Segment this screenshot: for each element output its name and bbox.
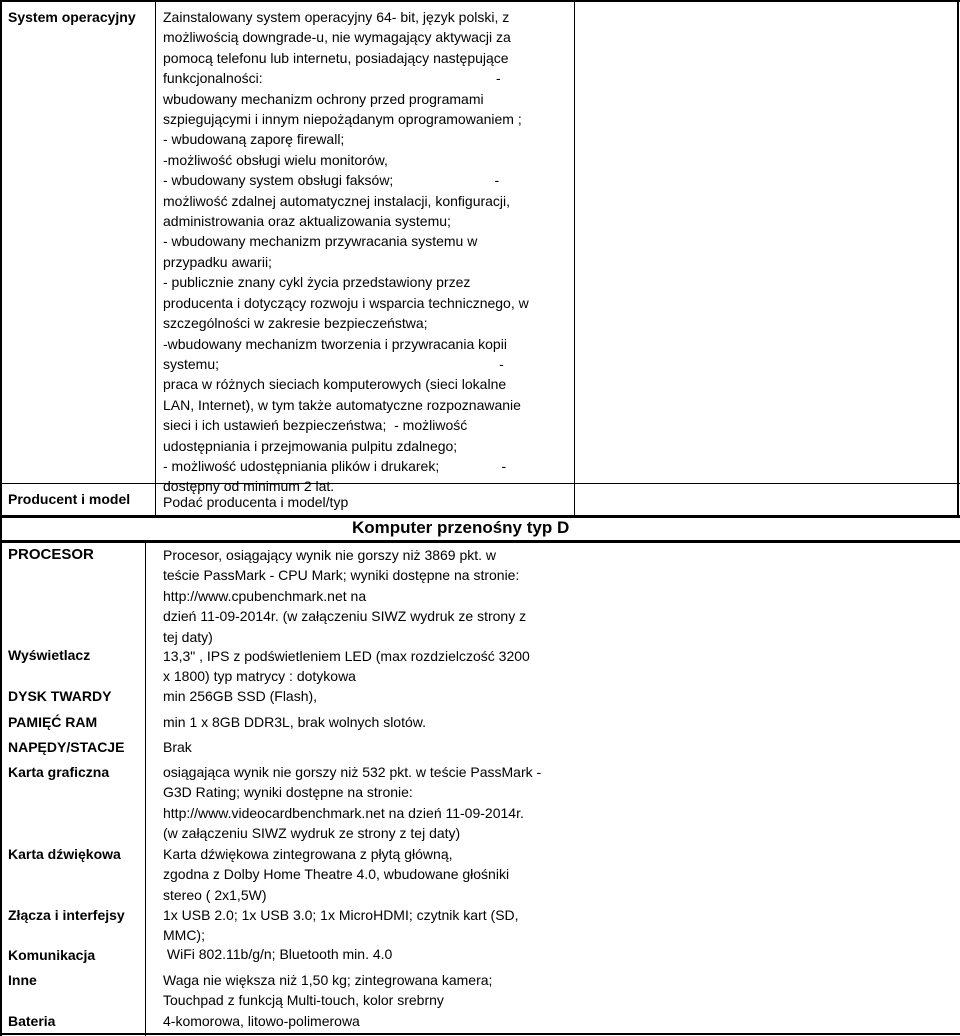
spec-line: 4-komorowa, litowo-polimerowa (163, 1013, 360, 1029)
os-line: przypadku awarii; (163, 253, 272, 270)
os-requirements (163, 7, 529, 497)
spec-line: http://www.videocardbenchmark.net na dzień 11-09-2014r. (163, 804, 524, 821)
section-title: Komputer przenośny typ D (352, 518, 570, 537)
section-box-bottom (0, 540, 960, 543)
spec-line: min 1 x 8GB DDR3L, brak wolnych slotów. (163, 714, 426, 730)
spec-line: tej daty) (163, 628, 213, 645)
spec-value-other (163, 970, 492, 1011)
os-line: praca w różnych sieciach komputerowych (sieci lokalne (163, 376, 507, 393)
spec-value-display (163, 646, 530, 687)
spec-label-display: Wyświetlacz (8, 647, 91, 663)
spec-value-sound (163, 844, 509, 905)
os-line: - wbudowany system obsługi faksów; - (163, 172, 500, 189)
os-line: - publicznie znany cykl życia przedstawiony przez (163, 274, 471, 291)
os-line: administrowania oraz aktualizowania systemu; (163, 213, 451, 230)
divider-spec-col (145, 543, 146, 1036)
spec-label-processor: PROCESOR (8, 546, 94, 563)
spec-value-graphics (163, 762, 541, 844)
spec-label-other: Inne (8, 972, 37, 988)
spec-line: 1x USB 2.0; 1x USB 3.0; 1x MicroHDMI; czytnik kart (SD, (163, 907, 519, 923)
os-line: - możliwość udostępniania plików i drukarek; - (163, 457, 507, 474)
os-line: pomocą telefonu lub internetu, posiadający następujące (163, 49, 509, 66)
os-line: - wbudowany mechanizm przywracania systemu w (163, 233, 478, 250)
divider-os-col (574, 0, 575, 516)
spec-line: WiFi 802.11b/g/n; Bluetooth min. 4.0 (163, 946, 393, 962)
spec-value-ports (163, 905, 519, 946)
spec-label-battery: Bateria (8, 1013, 56, 1029)
os-line: sieci i ich ustawień bezpieczeństwa; - możliwość (163, 417, 468, 434)
spec-line: G3D Rating; wyniki dostępne na stronie: (163, 784, 413, 801)
spec-line: osiągająca wynik nie gorszy niż 532 pkt. w teście PassMark - (163, 764, 542, 780)
spec-label-ports: Złącza i interfejsy (8, 907, 125, 923)
spec-line: Karta dźwiękowa zintegrowana z płytą główną, (163, 846, 453, 862)
spec-value-ram (163, 712, 426, 732)
spec-value-battery (163, 1011, 360, 1031)
spec-line: dzień 11-09-2014r. (w załączeniu SIWZ wydruk ze strony z (163, 608, 527, 625)
spec-line: Procesor, osiągający wynik nie gorszy niż 3869 pkt. w (163, 547, 497, 563)
border-top (0, 0, 960, 2)
divider-label-col (155, 0, 156, 516)
spec-line: http://www.cpubenchmark.net na (163, 587, 367, 604)
spec-line: Waga nie większa niż 1,50 kg; zintegrowana kamera; (163, 972, 493, 988)
spec-line: zgodna z Dolby Home Theatre 4.0, wbudowane głośniki (163, 866, 510, 883)
os-line: możliwością downgrade-u, nie wymagający aktywacji za (163, 29, 511, 46)
spec-label-sound: Karta dźwiękowa (8, 846, 121, 862)
os-line: - wbudowaną zaporę firewall; (163, 131, 345, 148)
spec-line: MMC); (163, 927, 205, 944)
os-line: systemu; - (163, 355, 504, 372)
spec-label-drives: NAPĘDY/STACJE (8, 739, 125, 755)
spec-line: stereo ( 2x1,5W) (163, 886, 267, 903)
border-bottom (0, 1033, 960, 1035)
spec-line: 13,3" , IPS z podświetleniem LED (max rozdzielczość 3200 (163, 648, 530, 664)
spec-value-communication (163, 944, 392, 964)
os-line: dostępny od minimum 2 lat. (163, 478, 335, 495)
producer-value: Podać producenta i model/typ (163, 494, 349, 510)
spec-label-ram: PAMIĘĆ RAM (8, 714, 98, 730)
os-line: -wbudowany mechanizm tworzenia i przywracania kopii (163, 335, 507, 352)
os-line: szpiegującymi i innym niepożądanym oprogramowaniem ; (163, 111, 522, 128)
os-line: udostępniania i przejmowania pulpitu zdalnego; (163, 437, 458, 454)
os-line: funkcjonalności: - (163, 70, 501, 87)
spec-label-communication: Komunikacja (8, 947, 96, 963)
spec-line: teście PassMark - CPU Mark; wyniki dostępne na stronie: (163, 567, 520, 584)
os-line: -możliwość obsługi wielu monitorów, (163, 151, 388, 168)
border-right (957, 0, 959, 516)
border-left (0, 0, 2, 1036)
producer-label: Producent i model (8, 491, 131, 507)
spec-line: x 1800) typ matrycy : dotykowa (163, 668, 356, 685)
spec-value-drives (163, 737, 192, 757)
spec-line: Brak (163, 739, 192, 755)
os-line: producenta i dotyczący rozwoju i wsparcia technicznego, w (163, 294, 529, 311)
os-line: możliwość zdalnej automatycznej instalacji, konfiguracji, (163, 192, 511, 209)
spec-line: min 256GB SSD (Flash), (163, 688, 318, 704)
os-line: szczególności w zakresie bezpieczeństwa; (163, 315, 428, 332)
os-line: wbudowany mechanizm ochrony przed programami (163, 90, 484, 107)
spec-value-disk (163, 686, 317, 706)
spec-label-disk: DYSK TWARDY (8, 688, 112, 704)
os-line: LAN, Internet), w tym także automatyczne rozpoznawanie (163, 396, 521, 413)
spec-label-graphics: Karta graficzna (8, 764, 110, 780)
spec-value-processor (163, 545, 526, 647)
spec-line: Touchpad z funkcją Multi-touch, kolor srebrny (163, 992, 444, 1009)
os-line: Zainstalowany system operacyjny 64- bit, język polski, z (163, 9, 510, 25)
spec-line: (w załączeniu SIWZ wydruk ze strony z tej daty) (163, 825, 461, 842)
os-label: System operacyjny (8, 9, 136, 25)
